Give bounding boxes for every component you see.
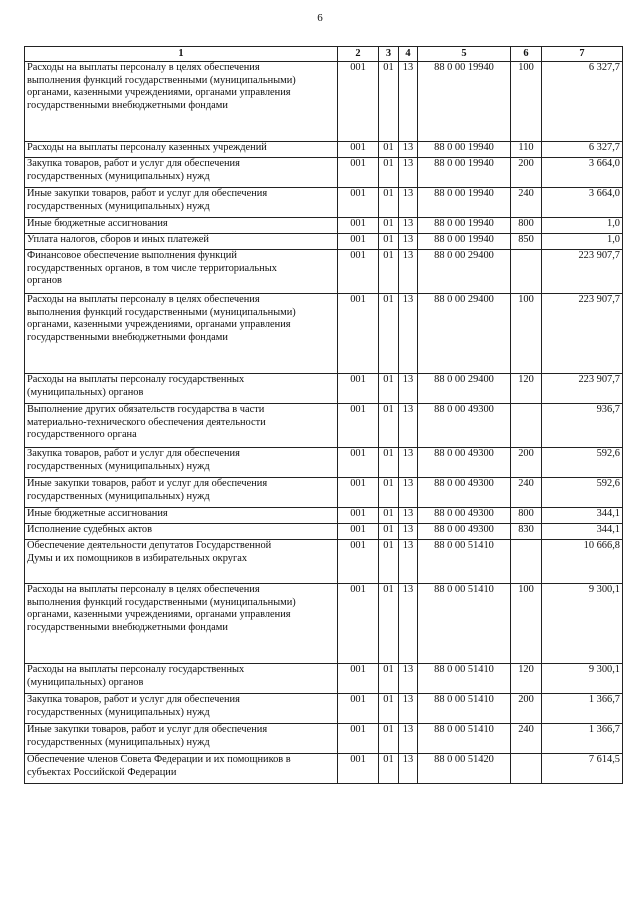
- description-line: Иные бюджетные ассигнования: [27, 508, 168, 519]
- description-line: Иные закупки товаров, работ и услуг для обеспечения: [27, 478, 268, 489]
- row-description: [25, 664, 338, 694]
- description-line: выполнения функций государственными (муниципальными): [27, 74, 296, 86]
- amount: 223 907,7: [542, 294, 623, 374]
- description-line: государственных (муниципальных) нужд: [27, 460, 210, 472]
- row-description: [25, 478, 338, 508]
- subsection-code: 13: [399, 724, 418, 754]
- expense-type-code: 120: [511, 664, 542, 694]
- subsection-code: 13: [399, 540, 418, 584]
- description-line: государственными внебюджетными фондами: [27, 99, 228, 111]
- description-line: государственного органа: [27, 429, 137, 441]
- ministry-code: 001: [338, 754, 379, 784]
- target-article-code: 88 0 00 51410: [418, 540, 511, 584]
- table-row: [25, 478, 623, 508]
- subsection-code: 13: [399, 754, 418, 784]
- table-row: [25, 584, 623, 664]
- subsection-code: 13: [399, 374, 418, 404]
- target-article-code: 88 0 00 19940: [418, 218, 511, 234]
- description-line: Иные бюджетные ассигнования: [27, 218, 168, 229]
- target-article-code: 88 0 00 29400: [418, 250, 511, 294]
- ministry-code: 001: [338, 62, 379, 142]
- target-article-code: 88 0 00 19940: [418, 188, 511, 218]
- description-line: Расходы на выплаты персоналу государственных: [27, 664, 245, 675]
- amount: 6 327,7: [542, 62, 623, 142]
- table-row: [25, 664, 623, 694]
- description-line: Обеспечение членов Совета Федерации и их помощников в: [27, 754, 291, 765]
- ministry-code: 001: [338, 218, 379, 234]
- row-description: [25, 524, 338, 540]
- ministry-code: 001: [338, 188, 379, 218]
- description-line: Расходы на выплаты персоналу казенных учреждений: [27, 142, 267, 153]
- section-code: 01: [379, 694, 399, 724]
- description-line: Расходы на выплаты персоналу в целях обеспечения: [27, 294, 260, 305]
- row-description: [25, 540, 338, 584]
- description-line: государственных (муниципальных) нужд: [27, 170, 210, 182]
- ministry-code: 001: [338, 158, 379, 188]
- amount: 1 366,7: [542, 724, 623, 754]
- row-description: [25, 374, 338, 404]
- section-code: 01: [379, 448, 399, 478]
- description-line: государственных (муниципальных) нужд: [27, 706, 210, 718]
- description-line: выполнения функций государственными (муниципальными): [27, 596, 296, 608]
- ministry-code: 001: [338, 294, 379, 374]
- subsection-code: 13: [399, 250, 418, 294]
- section-code: 01: [379, 664, 399, 694]
- expense-type-code: 200: [511, 694, 542, 724]
- table-row: [25, 508, 623, 524]
- description-line: Закупка товаров, работ и услуг для обеспечения: [27, 448, 240, 459]
- table-row: [25, 142, 623, 158]
- description-line: органов: [27, 275, 62, 287]
- target-article-code: 88 0 00 29400: [418, 374, 511, 404]
- amount: 344,1: [542, 524, 623, 540]
- description-line: Думы и их помощников в избирательных округах: [27, 552, 248, 564]
- amount: 7 614,5: [542, 754, 623, 784]
- ministry-code: 001: [338, 584, 379, 664]
- expense-type-code: 100: [511, 62, 542, 142]
- table-row: [25, 724, 623, 754]
- description-line: Выполнение других обязательств государства в части: [27, 404, 265, 415]
- amount: 3 664,0: [542, 188, 623, 218]
- section-code: 01: [379, 584, 399, 664]
- header-cell: 1: [25, 47, 338, 62]
- section-code: 01: [379, 404, 399, 448]
- description-line: Иные закупки товаров, работ и услуг для обеспечения: [27, 188, 268, 199]
- expense-type-code: 240: [511, 188, 542, 218]
- expense-type-code: 800: [511, 508, 542, 524]
- amount: 936,7: [542, 404, 623, 448]
- description-line: Закупка товаров, работ и услуг для обеспечения: [27, 158, 240, 169]
- row-description: [25, 250, 338, 294]
- description-line: Расходы на выплаты персоналу в целях обеспечения: [27, 584, 260, 595]
- table-row: [25, 188, 623, 218]
- row-description: [25, 142, 338, 158]
- expense-type-code: 200: [511, 448, 542, 478]
- subsection-code: 13: [399, 584, 418, 664]
- expense-type-code: [511, 540, 542, 584]
- target-article-code: 88 0 00 49300: [418, 448, 511, 478]
- target-article-code: 88 0 00 49300: [418, 524, 511, 540]
- description-line: Исполнение судебных актов: [27, 524, 152, 535]
- table-row: [25, 754, 623, 784]
- ministry-code: 001: [338, 694, 379, 724]
- target-article-code: 88 0 00 51420: [418, 754, 511, 784]
- amount: 1 366,7: [542, 694, 623, 724]
- amount: 10 666,8: [542, 540, 623, 584]
- target-article-code: 88 0 00 19940: [418, 158, 511, 188]
- expense-type-code: 830: [511, 524, 542, 540]
- ministry-code: 001: [338, 524, 379, 540]
- expense-type-code: 100: [511, 584, 542, 664]
- table-row: [25, 540, 623, 584]
- description-line: органами, казенными учреждениями, органами управления: [27, 609, 291, 621]
- table-row: [25, 158, 623, 188]
- subsection-code: 13: [399, 218, 418, 234]
- table-row: [25, 62, 623, 142]
- target-article-code: 88 0 00 51410: [418, 694, 511, 724]
- description-line: государственных (муниципальных) нужд: [27, 736, 210, 748]
- amount: 1,0: [542, 234, 623, 250]
- expense-type-code: 800: [511, 218, 542, 234]
- expense-type-code: 200: [511, 158, 542, 188]
- section-code: 01: [379, 158, 399, 188]
- target-article-code: 88 0 00 49300: [418, 508, 511, 524]
- ministry-code: 001: [338, 664, 379, 694]
- section-code: 01: [379, 540, 399, 584]
- ministry-code: 001: [338, 508, 379, 524]
- expense-type-code: [511, 404, 542, 448]
- description-line: субъектах Российской Федерации: [27, 766, 177, 778]
- expense-type-code: 110: [511, 142, 542, 158]
- section-code: 01: [379, 218, 399, 234]
- amount: 1,0: [542, 218, 623, 234]
- description-line: Расходы на выплаты персоналу в целях обеспечения: [27, 62, 260, 73]
- ministry-code: 001: [338, 250, 379, 294]
- description-line: Обеспечение деятельности депутатов Государственной: [27, 540, 272, 551]
- expense-type-code: 100: [511, 294, 542, 374]
- section-code: 01: [379, 188, 399, 218]
- amount: 9 300,1: [542, 584, 623, 664]
- section-code: 01: [379, 142, 399, 158]
- subsection-code: 13: [399, 524, 418, 540]
- table-row: [25, 234, 623, 250]
- header-cell: 2: [338, 47, 379, 62]
- table-row: [25, 374, 623, 404]
- section-code: 01: [379, 524, 399, 540]
- section-code: 01: [379, 508, 399, 524]
- expense-type-code: 850: [511, 234, 542, 250]
- amount: 3 664,0: [542, 158, 623, 188]
- header-cell: 7: [542, 47, 623, 62]
- expense-type-code: 240: [511, 478, 542, 508]
- target-article-code: 88 0 00 29400: [418, 294, 511, 374]
- table-row: [25, 694, 623, 724]
- row-description: [25, 218, 338, 234]
- ministry-code: 001: [338, 448, 379, 478]
- amount: 223 907,7: [542, 250, 623, 294]
- subsection-code: 13: [399, 188, 418, 218]
- subsection-code: 13: [399, 508, 418, 524]
- row-description: [25, 294, 338, 374]
- section-code: 01: [379, 374, 399, 404]
- description-line: Финансовое обеспечение выполнения функций: [27, 250, 237, 261]
- header-cell: 5: [418, 47, 511, 62]
- row-description: [25, 724, 338, 754]
- table-body: [25, 62, 623, 784]
- header-row: [25, 47, 623, 62]
- subsection-code: 13: [399, 158, 418, 188]
- row-description: [25, 584, 338, 664]
- target-article-code: 88 0 00 49300: [418, 404, 511, 448]
- description-line: государственными внебюджетными фондами: [27, 621, 228, 633]
- header-cell: 3: [379, 47, 399, 62]
- description-line: Иные закупки товаров, работ и услуг для обеспечения: [27, 724, 268, 735]
- description-line: (муниципальных) органов: [27, 676, 144, 688]
- section-code: 01: [379, 62, 399, 142]
- expense-type-code: 240: [511, 724, 542, 754]
- expense-type-code: [511, 250, 542, 294]
- row-description: [25, 694, 338, 724]
- target-article-code: 88 0 00 19940: [418, 62, 511, 142]
- description-line: Уплата налогов, сборов и иных платежей: [27, 234, 209, 245]
- table-row: [25, 404, 623, 448]
- subsection-code: 13: [399, 694, 418, 724]
- description-line: (муниципальных) органов: [27, 386, 144, 398]
- ministry-code: 001: [338, 724, 379, 754]
- description-line: материально-технического обеспечения деятельности: [27, 416, 266, 428]
- subsection-code: 13: [399, 142, 418, 158]
- target-article-code: 88 0 00 51410: [418, 724, 511, 754]
- amount: 223 907,7: [542, 374, 623, 404]
- ministry-code: 001: [338, 478, 379, 508]
- row-description: [25, 158, 338, 188]
- table-row: [25, 218, 623, 234]
- target-article-code: 88 0 00 51410: [418, 664, 511, 694]
- expense-type-code: [511, 754, 542, 784]
- amount: 592,6: [542, 478, 623, 508]
- description-line: государственными внебюджетными фондами: [27, 331, 228, 343]
- subsection-code: 13: [399, 448, 418, 478]
- target-article-code: 88 0 00 49300: [418, 478, 511, 508]
- description-line: Закупка товаров, работ и услуг для обеспечения: [27, 694, 240, 705]
- table-row: [25, 448, 623, 478]
- amount: 592,6: [542, 448, 623, 478]
- description-line: государственных органов, в том числе территориальных: [27, 262, 277, 274]
- amount: 6 327,7: [542, 142, 623, 158]
- page-number: 6: [317, 12, 323, 24]
- subsection-code: 13: [399, 664, 418, 694]
- section-code: 01: [379, 234, 399, 250]
- row-description: [25, 754, 338, 784]
- target-article-code: 88 0 00 51410: [418, 584, 511, 664]
- ministry-code: 001: [338, 234, 379, 250]
- description-line: государственных (муниципальных) нужд: [27, 200, 210, 212]
- ministry-code: 001: [338, 374, 379, 404]
- subsection-code: 13: [399, 404, 418, 448]
- row-description: [25, 448, 338, 478]
- ministry-code: 001: [338, 142, 379, 158]
- section-code: 01: [379, 250, 399, 294]
- expense-type-code: 120: [511, 374, 542, 404]
- budget-table: [24, 46, 623, 784]
- ministry-code: 001: [338, 404, 379, 448]
- amount: 9 300,1: [542, 664, 623, 694]
- subsection-code: 13: [399, 62, 418, 142]
- target-article-code: 88 0 00 19940: [418, 142, 511, 158]
- row-description: [25, 234, 338, 250]
- description-line: органами, казенными учреждениями, органами управления: [27, 319, 291, 331]
- header-cell: 6: [511, 47, 542, 62]
- subsection-code: 13: [399, 294, 418, 374]
- section-code: 01: [379, 478, 399, 508]
- section-code: 01: [379, 294, 399, 374]
- target-article-code: 88 0 00 19940: [418, 234, 511, 250]
- header-cell: 4: [399, 47, 418, 62]
- description-line: органами, казенными учреждениями, органами управления: [27, 87, 291, 99]
- description-line: государственных (муниципальных) нужд: [27, 490, 210, 502]
- description-line: Расходы на выплаты персоналу государственных: [27, 374, 245, 385]
- row-description: [25, 404, 338, 448]
- amount: 344,1: [542, 508, 623, 524]
- subsection-code: 13: [399, 234, 418, 250]
- subsection-code: 13: [399, 478, 418, 508]
- section-code: 01: [379, 724, 399, 754]
- ministry-code: 001: [338, 540, 379, 584]
- table-row: [25, 294, 623, 374]
- description-line: выполнения функций государственными (муниципальными): [27, 306, 296, 318]
- row-description: [25, 188, 338, 218]
- row-description: [25, 62, 338, 142]
- table-row: [25, 524, 623, 540]
- table-row: [25, 250, 623, 294]
- section-code: 01: [379, 754, 399, 784]
- row-description: [25, 508, 338, 524]
